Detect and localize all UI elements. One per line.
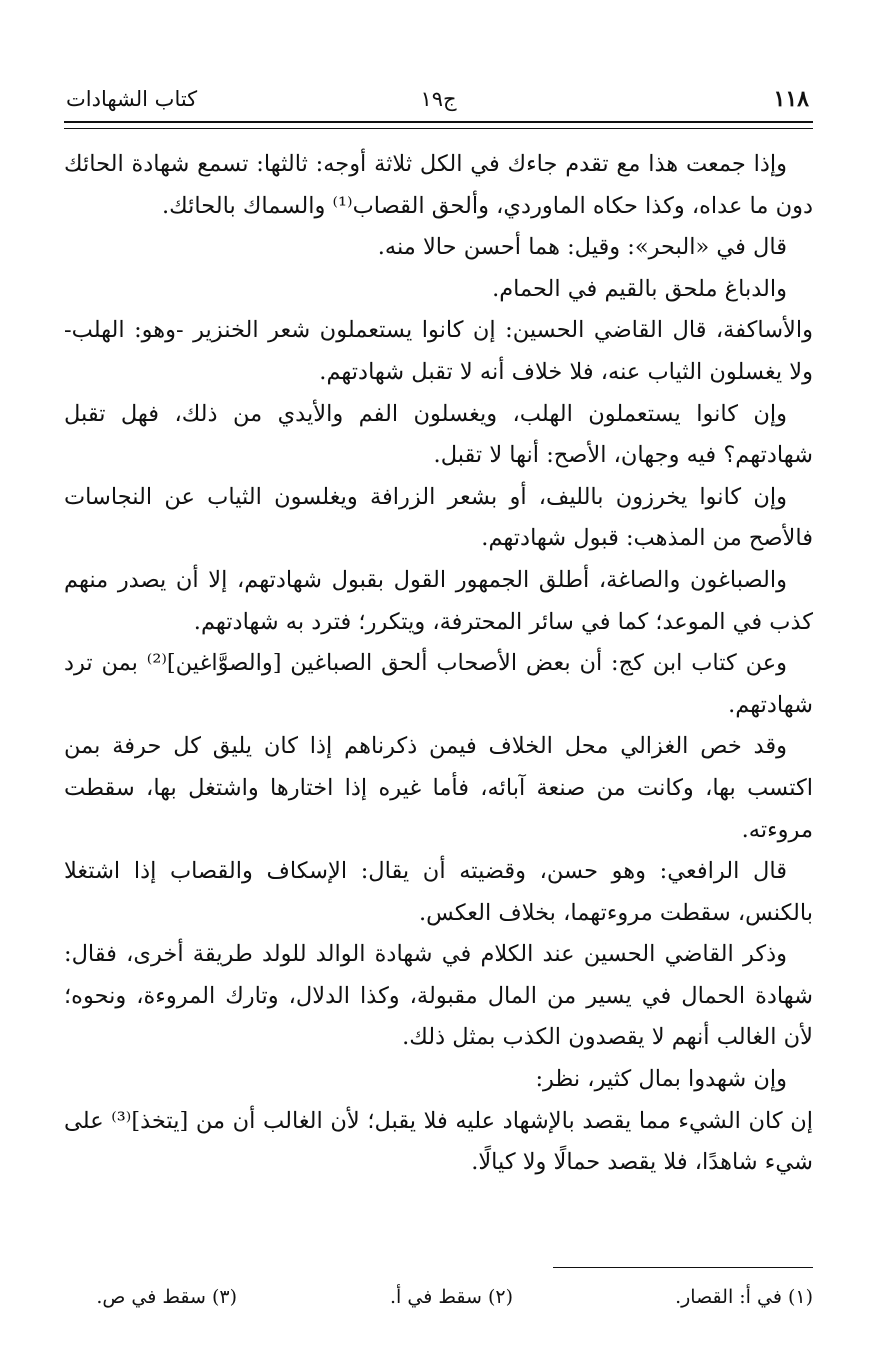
paragraph: إن كان الشيء مما يقصد بالإشهاد عليه فلا يقبل؛ لأن الغالب أن من [يتخذ]⁽³⁾ على شيء شاهدًا، فلا يقصد حمالًا ولا كيالًا. [64,1107,813,1176]
book-title: كتاب الشهادات [66,87,198,111]
paragraph: وإن كانوا يستعملون الهلب، ويغسلون الفم والأيدي من ذلك، فهل تقبل شهادتهم؟ فيه وجهان، الأصح: أنها لا تقبل. [64,400,813,469]
volume-label: ج١٩ [420,87,457,111]
main-text [64,144,813,1184]
paragraph: قال الرافعي: وهو حسن، وقضيته أن يقال: الإسكاف والقصاب إذا اشتغلا بالكنس، سقطت مروءتهما، بخلاف العكس. [64,858,813,926]
footnote-3: (٣) سقط في ص. [96,1286,237,1308]
footnotes [64,1282,813,1312]
paragraph: وذكر القاضي الحسين عند الكلام في شهادة الوالد للولد طريقة أخرى، فقال: شهادة الحمال في يسير من المال مقبولة، وكذا الدلال، وتارك المروءة، ونحوه؛ لأن الغالب أنهم لا يقصدون الكذب بمثل ذلك. [64,941,813,1051]
paragraph: والأساكفة، قال القاضي الحسين: إن كانوا يستعملون شعر الخنزير -وهو: الهلب- ولا يغسلون الثياب عنه، فلا خلاف أنه لا تقبل شهادتهم. [64,317,813,385]
paragraph: وقد خص الغزالي محل الخلاف فيمن ذكرناهم إذا كان يليق كل حرفة بمن اكتسب بها، وكانت من صنعة آبائه، فأما غيره إذا اختارها واشتغل بها، سقطت مروءته. [64,733,813,843]
footnote-rule [553,1267,813,1268]
footnote-2: (٢) سقط في أ. [390,1286,513,1308]
running-header [64,84,813,114]
paragraph: والدباغ ملحق بالقيم في الحمام. [492,275,787,302]
paragraph: وإن كانوا يخرزون بالليف، أو بشعر الزرافة ويغلسون الثياب عن النجاسات فالأصح من المذهب: قبول شهادتهم. [64,483,813,552]
page-number: ١١٨ [773,86,809,112]
paragraph: والصباغون والصاغة، أطلق الجمهور القول بقبول شهادتهم، إلا أن يصدر منهم كذب في الموعد؛ كما في سائر المحترفة، ويتكرر؛ فترد به شهادتهم. [64,566,813,635]
paragraph: وعن كتاب ابن كج: أن بعض الأصحاب ألحق الصباغين [والصوَّاغين]⁽²⁾ بمن ترد شهادتهم. [64,650,813,718]
header-rule [64,121,813,129]
paragraph: وإن شهدوا بمال كثير، نظر: [535,1066,787,1093]
paragraph: قال في «البحر»: وقيل: هما أحسن حالا منه. [377,234,787,261]
footnote-1: (١) في أ: القصار. [675,1286,813,1308]
book-page [64,0,813,1371]
paragraph: وإذا جمعت هذا مع تقدم جاءك في الكل ثلاثة أوجه: ثالثها: تسمع شهادة الحائك دون ما عداه، وكذا حكاه الماوردي، وألحق القصاب⁽¹⁾ والسماك بالحائك. [64,151,813,219]
